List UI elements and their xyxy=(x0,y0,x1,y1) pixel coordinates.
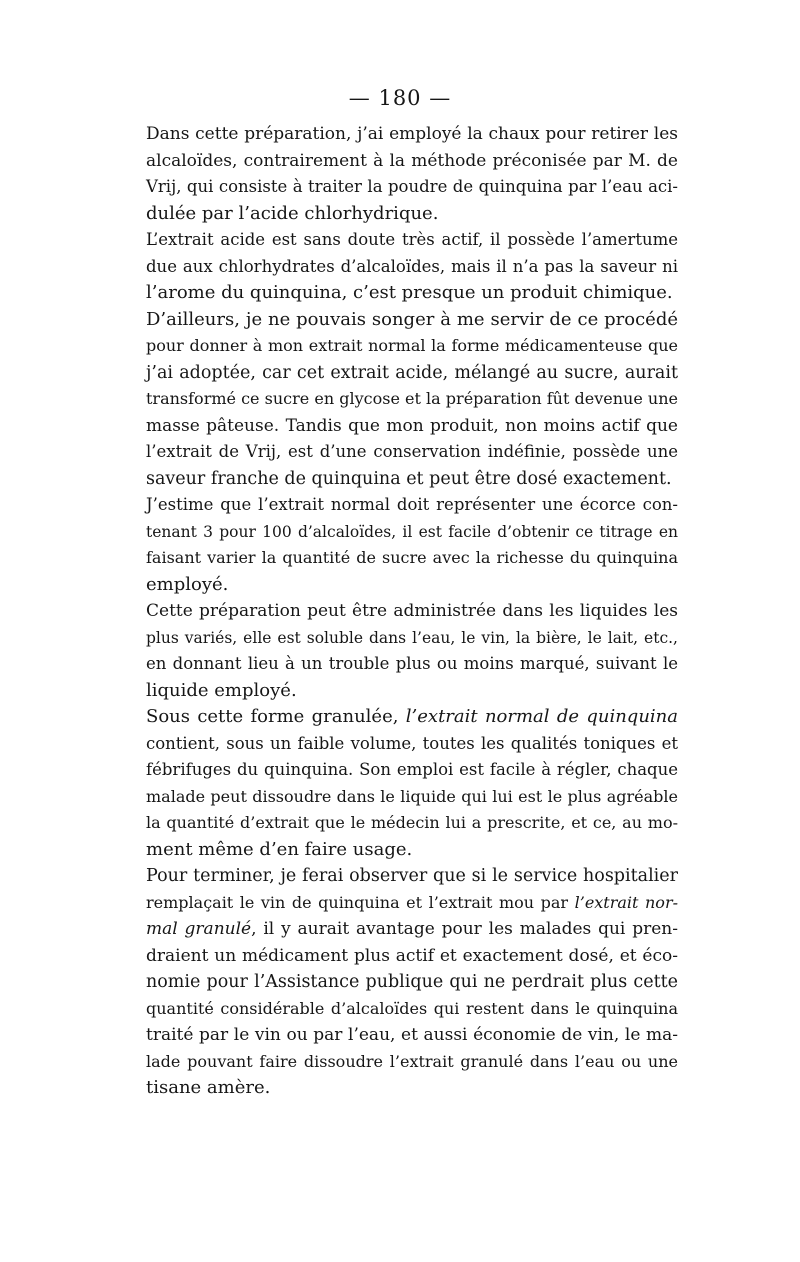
text-line: traité par le vin ou par l’eau, et aussi économie de vin, le ma- xyxy=(146,1025,678,1045)
text-line: lade pouvant faire dissoudre l’extrait granulé dans l’eau ou une xyxy=(146,1051,678,1071)
text-line: draient un médicament plus actif et exactement dosé, et éco- xyxy=(146,945,678,966)
text-line: due aux chlorhydrates d’alcaloïdes, mais il n’a pas la saveur ni xyxy=(146,256,678,276)
text-line: transformé ce sucre en glycose et la préparation fût devenue une xyxy=(146,389,678,408)
text-line xyxy=(146,704,678,731)
text-line: faisant varier la quantité de sucre avec la richesse du quinquina xyxy=(146,548,678,567)
text-line: fébrifuges du quinquina. Son emploi est facile à régler, chaque xyxy=(146,760,678,779)
text-line: saveur franche de quinquina et peut être dosé exactement. xyxy=(146,468,672,489)
text-line xyxy=(146,890,678,917)
text-line: malade peut dissoudre dans le liquide qui lui est le plus agréable xyxy=(146,786,678,806)
paragraph-7 xyxy=(146,863,678,1102)
paragraph-3 xyxy=(146,307,678,493)
text-line: quantité considérable d’alcaloïdes qui restent dans le quinquina xyxy=(146,998,678,1018)
paragraph-1 xyxy=(146,121,678,227)
text-line: en donnant lieu à un trouble plus ou moins marqué, suivant le xyxy=(146,654,678,673)
text-line: L’extrait acide est sans doute très actif, il possède l’amertume xyxy=(146,230,678,249)
page-number: — 180 — xyxy=(348,86,452,110)
text-line: masse pâteuse. Tandis que mon produit, non moins actif que xyxy=(146,415,678,436)
paragraph-6 xyxy=(146,704,678,863)
text-line: employé. xyxy=(146,573,229,595)
text-line: contient, sous un faible volume, toutes les qualités toniques et xyxy=(146,733,678,753)
text-line xyxy=(146,916,678,943)
text-line: ment même d’en faire usage. xyxy=(146,838,413,860)
text-line: nomie pour l’Assistance publique qui ne perdrait plus cette xyxy=(146,972,678,992)
text-line: j’ai adoptée, car cet extrait acide, mélangé au sucre, aurait xyxy=(146,362,678,383)
paragraph-4 xyxy=(146,492,678,598)
body-text xyxy=(146,121,678,1102)
paragraph-5 xyxy=(146,598,678,704)
text-line: liquide employé. xyxy=(146,679,297,701)
italic-title: l’extrait normal de quinquina xyxy=(405,706,679,727)
text-line: Pour terminer, je ferai observer que si le service hospitalier xyxy=(146,866,678,886)
text-fragment: remplaçait le vin de quinquina et l’extrait mou par xyxy=(146,892,575,912)
text-line: Dans cette préparation, j’ai employé la chaux pour retirer les xyxy=(146,124,678,144)
italic-term: mal granulé xyxy=(146,919,252,939)
text-line: Cette préparation peut être administrée dans les liquides les xyxy=(146,601,678,621)
paragraph-2 xyxy=(146,227,678,307)
text-line: Vrij, qui consiste à traiter la poudre de quinquina par l’eau aci- xyxy=(146,177,678,196)
text-line: pour donner à mon extrait normal la forme médicamenteuse que xyxy=(146,336,678,355)
text-line: dulée par l’acide chlorhydrique. xyxy=(146,202,439,224)
text-line: alcaloïdes, contrairement à la méthode préconisée par M. de xyxy=(146,150,678,171)
text-line: tenant 3 pour 100 d’alcaloïdes, il est facile d’obtenir ce titrage en xyxy=(146,522,678,541)
text-fragment: , il y aurait avantage pour les malades qui pren- xyxy=(251,919,678,939)
text-line: plus variés, elle est soluble dans l’eau, le vin, la bière, le lait, etc., xyxy=(146,628,678,647)
text-line: J’estime que l’extrait normal doit représenter une écorce con- xyxy=(146,495,678,514)
text-line: l’arome du quinquina, c’est presque un produit chimique. xyxy=(146,282,673,303)
italic-term: l’extrait nor- xyxy=(574,892,678,912)
text-fragment: Sous cette forme granulée, xyxy=(146,706,406,727)
text-line: la quantité d’extrait que le médecin lui a prescrite, et ce, au mo- xyxy=(146,813,678,832)
text-line: tisane amère. xyxy=(146,1077,271,1098)
text-line: D’ailleurs, je ne pouvais songer à me servir de ce procédé xyxy=(146,308,678,330)
text-line: l’extrait de Vrij, est d’une conservation indéfinie, possède une xyxy=(146,442,678,461)
